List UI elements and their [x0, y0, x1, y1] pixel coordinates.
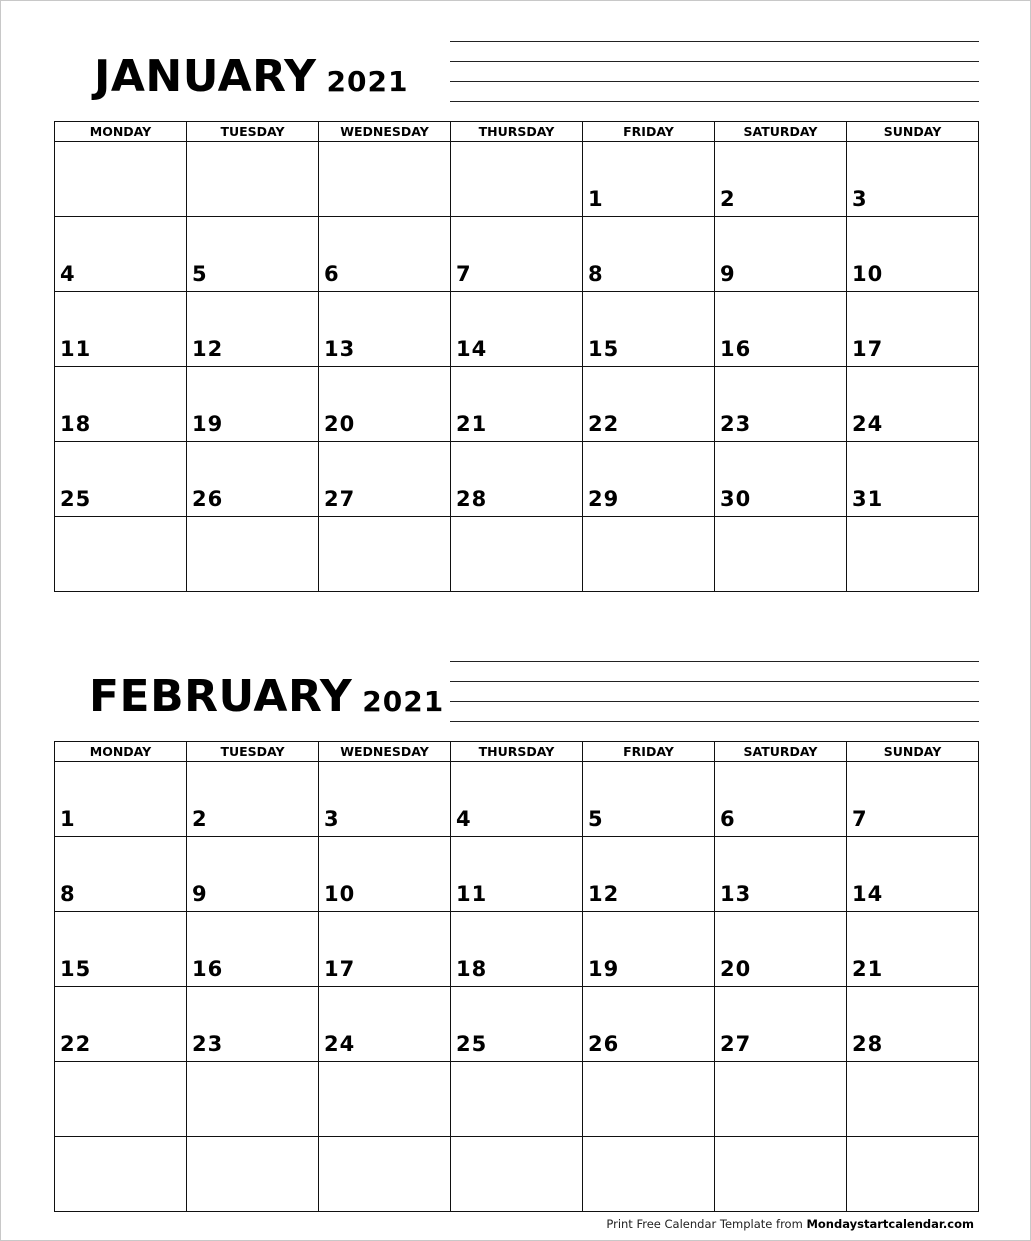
- day-cell: [319, 1137, 451, 1212]
- day-cell: [187, 1062, 319, 1137]
- weekday-header-row: [55, 122, 979, 142]
- day-cell: [847, 837, 979, 912]
- day-cell: [847, 442, 979, 517]
- day-cell: [451, 292, 583, 367]
- day-cell: [187, 1137, 319, 1212]
- day-number: 5: [192, 262, 208, 286]
- day-cell: [55, 762, 187, 837]
- day-cell: [187, 912, 319, 987]
- day-number: 6: [324, 262, 340, 286]
- day-number: 28: [852, 1032, 884, 1056]
- day-number: 25: [456, 1032, 488, 1056]
- day-number: 27: [324, 487, 356, 511]
- day-cell: [715, 517, 847, 592]
- day-number: 22: [60, 1032, 92, 1056]
- day-cell: [451, 442, 583, 517]
- weekday-header: TUESDAY: [187, 122, 319, 142]
- day-cell: [451, 837, 583, 912]
- day-cell: [583, 762, 715, 837]
- day-number: 26: [588, 1032, 620, 1056]
- day-number: 18: [456, 957, 488, 981]
- day-cell: [187, 142, 319, 217]
- calendar-grid-february: [54, 741, 979, 1212]
- week-row: [55, 442, 979, 517]
- day-number: [55, 1205, 186, 1211]
- day-cell: [55, 912, 187, 987]
- day-number: 30: [720, 487, 752, 511]
- day-number: 2: [720, 187, 736, 211]
- day-cell: [55, 1062, 187, 1137]
- week-row: [55, 142, 979, 217]
- day-cell: [583, 837, 715, 912]
- day-cell: [715, 142, 847, 217]
- weekday-header-row: [55, 742, 979, 762]
- note-line: [450, 701, 979, 702]
- day-cell: [319, 912, 451, 987]
- day-number: [583, 1130, 714, 1136]
- day-number: 4: [60, 262, 76, 286]
- note-line: [450, 81, 979, 82]
- week-row: [55, 292, 979, 367]
- day-cell: [187, 292, 319, 367]
- day-cell: [187, 217, 319, 292]
- day-number: [187, 1205, 318, 1211]
- day-number: 8: [60, 882, 76, 906]
- day-cell: [451, 217, 583, 292]
- day-cell: [847, 912, 979, 987]
- week-row: [55, 837, 979, 912]
- day-number: [451, 210, 582, 216]
- day-number: 21: [852, 957, 884, 981]
- day-number: [583, 585, 714, 591]
- day-cell: [583, 442, 715, 517]
- day-cell: [451, 142, 583, 217]
- day-number: [583, 1205, 714, 1211]
- week-row: [55, 762, 979, 837]
- day-number: 7: [852, 807, 868, 831]
- day-number: 9: [720, 262, 736, 286]
- day-cell: [451, 517, 583, 592]
- day-cell: [583, 292, 715, 367]
- day-cell: [451, 912, 583, 987]
- day-cell: [583, 517, 715, 592]
- day-cell: [847, 367, 979, 442]
- day-number: 14: [456, 337, 488, 361]
- note-line: [450, 41, 979, 42]
- day-number: 11: [456, 882, 488, 906]
- day-number: 28: [456, 487, 488, 511]
- day-cell: [715, 987, 847, 1062]
- note-line: [450, 61, 979, 62]
- day-number: [847, 585, 978, 591]
- day-number: 19: [192, 412, 224, 436]
- day-number: 25: [60, 487, 92, 511]
- week-row: [55, 367, 979, 442]
- day-number: 13: [720, 882, 752, 906]
- day-cell: [583, 1062, 715, 1137]
- day-cell: [715, 1062, 847, 1137]
- month-name: JANUARY: [94, 51, 317, 102]
- day-number: 13: [324, 337, 356, 361]
- day-cell: [319, 217, 451, 292]
- day-number: [451, 585, 582, 591]
- day-number: 1: [588, 187, 604, 211]
- day-cell: [451, 762, 583, 837]
- day-number: 15: [60, 957, 92, 981]
- week-row: [55, 987, 979, 1062]
- day-cell: [55, 442, 187, 517]
- day-cell: [583, 987, 715, 1062]
- day-number: 17: [852, 337, 884, 361]
- day-cell: [451, 367, 583, 442]
- day-cell: [715, 442, 847, 517]
- day-cell: [715, 1137, 847, 1212]
- month-year: 2021: [326, 65, 409, 98]
- day-cell: [319, 517, 451, 592]
- day-number: 29: [588, 487, 620, 511]
- day-cell: [319, 837, 451, 912]
- weekday-header: WEDNESDAY: [319, 122, 451, 142]
- month-year: 2021: [362, 685, 445, 718]
- week-row: [55, 912, 979, 987]
- day-cell: [583, 1137, 715, 1212]
- day-number: 27: [720, 1032, 752, 1056]
- day-cell: [55, 142, 187, 217]
- day-number: 8: [588, 262, 604, 286]
- day-cell: [319, 987, 451, 1062]
- day-number: 23: [720, 412, 752, 436]
- day-cell: [583, 142, 715, 217]
- day-number: 10: [324, 882, 356, 906]
- weekday-header: SUNDAY: [847, 122, 979, 142]
- day-number: [715, 1205, 846, 1211]
- day-number: [847, 1130, 978, 1136]
- day-cell: [583, 217, 715, 292]
- day-cell: [187, 517, 319, 592]
- day-cell: [715, 837, 847, 912]
- day-number: 21: [456, 412, 488, 436]
- day-cell: [847, 1062, 979, 1137]
- weekday-header: SUNDAY: [847, 742, 979, 762]
- day-number: [847, 1205, 978, 1211]
- weekday-header: THURSDAY: [451, 122, 583, 142]
- weekday-header: MONDAY: [55, 122, 187, 142]
- day-cell: [847, 217, 979, 292]
- day-number: 24: [324, 1032, 356, 1056]
- day-cell: [187, 987, 319, 1062]
- day-cell: [55, 837, 187, 912]
- day-cell: [715, 912, 847, 987]
- weekday-header: THURSDAY: [451, 742, 583, 762]
- day-cell: [319, 442, 451, 517]
- day-cell: [451, 1062, 583, 1137]
- day-number: [715, 1130, 846, 1136]
- day-number: [319, 210, 450, 216]
- calendar-grid-january: [54, 121, 979, 592]
- day-number: 22: [588, 412, 620, 436]
- note-line: [450, 681, 979, 682]
- day-number: 31: [852, 487, 884, 511]
- day-cell: [847, 762, 979, 837]
- day-number: 24: [852, 412, 884, 436]
- day-number: 6: [720, 807, 736, 831]
- week-row: [55, 1062, 979, 1137]
- day-number: 10: [852, 262, 884, 286]
- day-number: 9: [192, 882, 208, 906]
- day-number: 12: [588, 882, 620, 906]
- day-number: [55, 210, 186, 216]
- day-cell: [319, 367, 451, 442]
- week-row: [55, 217, 979, 292]
- day-cell: [715, 367, 847, 442]
- day-number: 17: [324, 957, 356, 981]
- day-cell: [583, 912, 715, 987]
- day-number: [319, 1130, 450, 1136]
- day-cell: [715, 217, 847, 292]
- day-cell: [55, 1137, 187, 1212]
- week-row: [55, 1137, 979, 1212]
- day-number: [451, 1130, 582, 1136]
- day-number: [187, 210, 318, 216]
- day-cell: [451, 1137, 583, 1212]
- day-number: 12: [192, 337, 224, 361]
- day-cell: [847, 987, 979, 1062]
- day-number: 16: [720, 337, 752, 361]
- day-cell: [55, 367, 187, 442]
- day-cell: [847, 292, 979, 367]
- weekday-header: FRIDAY: [583, 122, 715, 142]
- weekday-header: SATURDAY: [715, 742, 847, 762]
- day-number: 11: [60, 337, 92, 361]
- day-cell: [187, 837, 319, 912]
- day-number: [55, 585, 186, 591]
- day-cell: [55, 987, 187, 1062]
- weekday-header: MONDAY: [55, 742, 187, 762]
- day-cell: [187, 367, 319, 442]
- day-number: [319, 585, 450, 591]
- weekday-header: FRIDAY: [583, 742, 715, 762]
- day-cell: [715, 292, 847, 367]
- day-number: [715, 585, 846, 591]
- day-number: 7: [456, 262, 472, 286]
- day-cell: [319, 142, 451, 217]
- day-cell: [55, 292, 187, 367]
- day-cell: [847, 517, 979, 592]
- day-cell: [847, 142, 979, 217]
- weekday-header: SATURDAY: [715, 122, 847, 142]
- day-number: 19: [588, 957, 620, 981]
- day-cell: [319, 762, 451, 837]
- day-number: [55, 1130, 186, 1136]
- footer-site-link[interactable]: Mondaystartcalendar.com: [806, 1217, 974, 1231]
- day-number: [319, 1205, 450, 1211]
- day-number: 15: [588, 337, 620, 361]
- day-number: [187, 585, 318, 591]
- day-number: 1: [60, 807, 76, 831]
- day-number: 2: [192, 807, 208, 831]
- week-row: [55, 517, 979, 592]
- note-line: [450, 101, 979, 102]
- day-number: 23: [192, 1032, 224, 1056]
- day-number: [187, 1130, 318, 1136]
- day-cell: [55, 217, 187, 292]
- day-number: 16: [192, 957, 224, 981]
- footer-credit: [606, 1217, 974, 1231]
- day-number: 14: [852, 882, 884, 906]
- day-number: 3: [324, 807, 340, 831]
- day-cell: [187, 762, 319, 837]
- month-name: FEBRUARY: [89, 671, 353, 722]
- note-line: [450, 721, 979, 722]
- day-cell: [55, 517, 187, 592]
- day-number: 20: [720, 957, 752, 981]
- day-cell: [583, 367, 715, 442]
- day-cell: [715, 762, 847, 837]
- month-title-january: [94, 51, 408, 102]
- note-line: [450, 661, 979, 662]
- month-title-february: [89, 671, 444, 722]
- day-number: 4: [456, 807, 472, 831]
- day-number: [451, 1205, 582, 1211]
- day-cell: [451, 987, 583, 1062]
- footer-prefix: Print Free Calendar Template from: [606, 1217, 807, 1231]
- day-number: 18: [60, 412, 92, 436]
- day-cell: [187, 442, 319, 517]
- weekday-header: TUESDAY: [187, 742, 319, 762]
- day-number: 5: [588, 807, 604, 831]
- day-cell: [319, 1062, 451, 1137]
- day-number: 26: [192, 487, 224, 511]
- day-cell: [319, 292, 451, 367]
- weekday-header: WEDNESDAY: [319, 742, 451, 762]
- day-cell: [847, 1137, 979, 1212]
- day-number: 3: [852, 187, 868, 211]
- day-number: 20: [324, 412, 356, 436]
